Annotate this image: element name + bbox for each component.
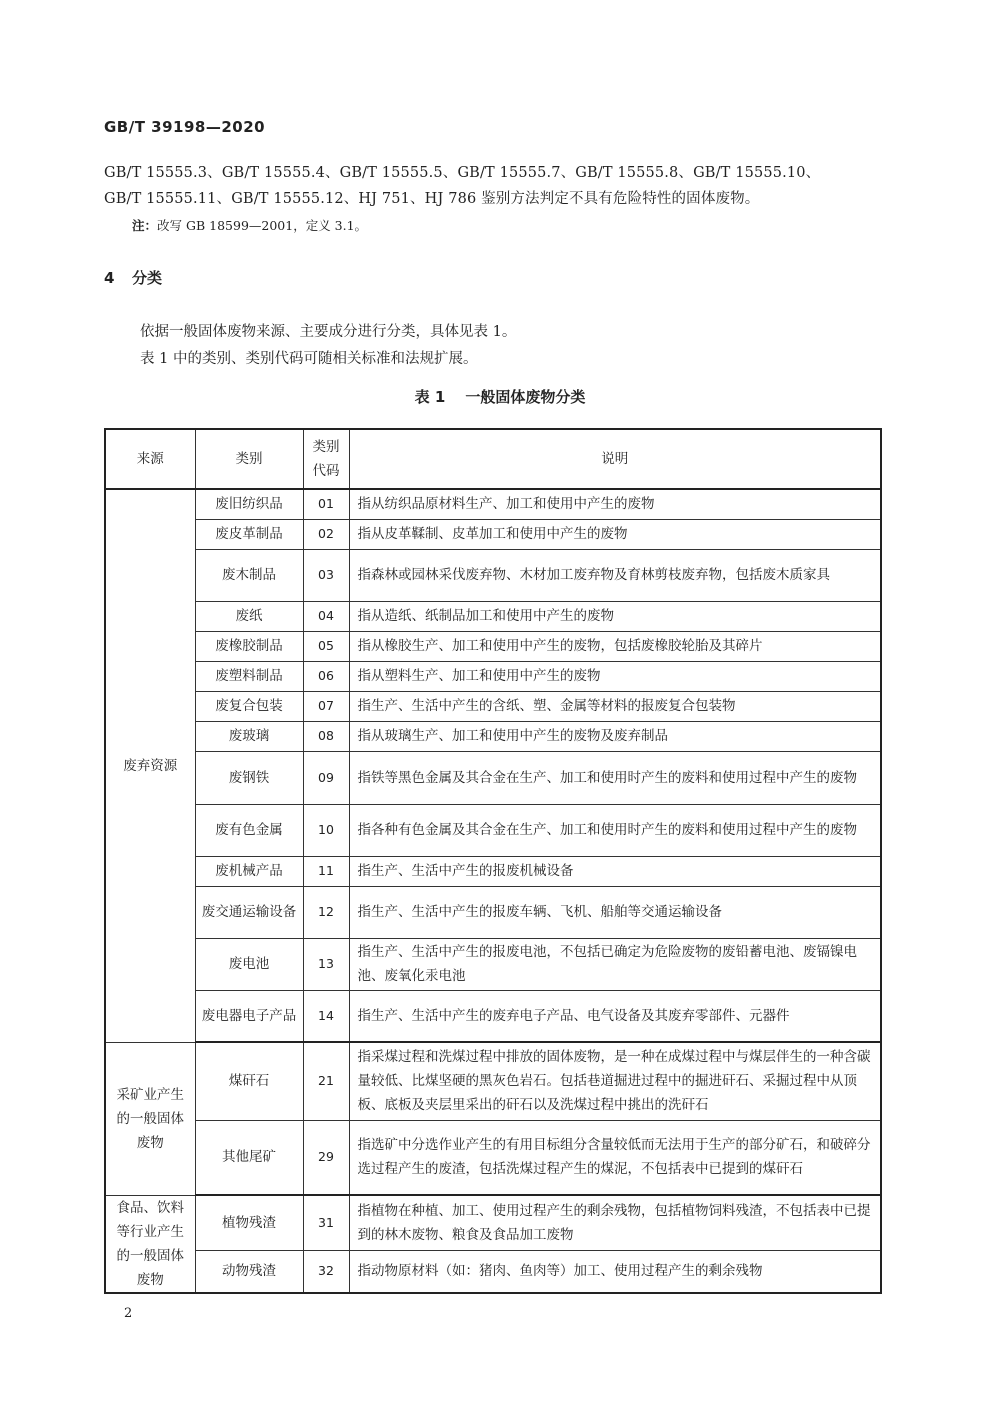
continuation-line: GB/T 15555.3、GB/T 15555.4、GB/T 15555.5、GB/T 15555.7、GB/T 15555.8、GB/T 15555.10、 bbox=[104, 165, 821, 181]
code-cell: 03 bbox=[303, 549, 349, 601]
source-cell: 食品、饮料等行业产生的一般固体废物 bbox=[105, 1195, 195, 1293]
header-code: 类别代码 bbox=[303, 429, 349, 489]
code-cell: 14 bbox=[303, 990, 349, 1042]
table-row bbox=[105, 886, 881, 938]
description-cell: 指生产、生活中产生的报废车辆、飞机、船舶等交通运输设备 bbox=[349, 886, 881, 938]
code-cell: 11 bbox=[303, 856, 349, 886]
category-cell: 废电器电子产品 bbox=[195, 990, 303, 1042]
description-cell: 指森林或园林采伐废弃物、木材加工废弃物及育林剪枝废弃物，包括废木质家具 bbox=[349, 549, 881, 601]
table-row bbox=[105, 1195, 881, 1250]
description-cell: 指选矿中分选作业产生的有用目标组分含量较低而无法用于生产的部分矿石，和破碎分选过程产生的废渣，包括洗煤过程产生的煤泥，不包括表中已提到的煤矸石 bbox=[349, 1120, 881, 1195]
description-cell: 指各种有色金属及其合金在生产、加工和使用时产生的废料和使用过程中产生的废物 bbox=[349, 804, 881, 856]
source-cell: 废弃资源 bbox=[105, 489, 195, 1042]
section-heading bbox=[104, 267, 162, 288]
category-cell: 其他尾矿 bbox=[195, 1120, 303, 1195]
code-cell: 07 bbox=[303, 691, 349, 721]
table-row bbox=[105, 519, 881, 549]
description-cell: 指从皮革鞣制、皮革加工和使用中产生的废物 bbox=[349, 519, 881, 549]
code-cell: 02 bbox=[303, 519, 349, 549]
table-row bbox=[105, 990, 881, 1042]
category-cell: 废钢铁 bbox=[195, 751, 303, 804]
note-label: 注： bbox=[132, 218, 158, 233]
table-row bbox=[105, 804, 881, 856]
table-row bbox=[105, 549, 881, 601]
table-row bbox=[105, 938, 881, 990]
category-cell: 废塑料制品 bbox=[195, 661, 303, 691]
note-text: 改写 GB 18599—2001，定义 3.1。 bbox=[157, 218, 368, 233]
description-cell: 指从造纸、纸制品加工和使用中产生的废物 bbox=[349, 601, 881, 631]
description-cell: 指铁等黑色金属及其合金在生产、加工和使用时产生的废料和使用过程中产生的废物 bbox=[349, 751, 881, 804]
category-cell: 废皮革制品 bbox=[195, 519, 303, 549]
description-cell: 指从纺织品原材料生产、加工和使用中产生的废物 bbox=[349, 489, 881, 519]
table-header-row bbox=[105, 429, 881, 489]
description-cell: 指生产、生活中产生的报废机械设备 bbox=[349, 856, 881, 886]
description-cell: 指生产、生活中产生的含纸、塑、金属等材料的报废复合包装物 bbox=[349, 691, 881, 721]
section-title: 分类 bbox=[132, 269, 163, 287]
header-source: 来源 bbox=[105, 429, 195, 489]
description-cell: 指从玻璃生产、加工和使用中产生的废物及废弃制品 bbox=[349, 721, 881, 751]
category-cell: 植物残渣 bbox=[195, 1195, 303, 1250]
table-caption-title: 一般固体废物分类 bbox=[465, 388, 586, 406]
code-cell: 10 bbox=[303, 804, 349, 856]
paragraph: 依据一般固体废物来源、主要成分进行分类，具体见表 1。 bbox=[140, 324, 517, 340]
description-cell: 指采煤过程和洗煤过程中排放的固体废物，是一种在成煤过程中与煤层伴生的一种含碳量较低、比煤坚硬的黑灰色岩石。包括巷道掘进过程中的掘进矸石、采掘过程中从顶板、底板及夹层里采出的矸石以及洗煤过程中挑出的洗矸石 bbox=[349, 1042, 881, 1120]
standard-number: GB/T 39198—2020 bbox=[104, 118, 266, 136]
continuation-text bbox=[104, 160, 884, 212]
code-cell: 13 bbox=[303, 938, 349, 990]
table-caption bbox=[0, 386, 1000, 407]
table-row bbox=[105, 1250, 881, 1292]
description-cell: 指生产、生活中产生的废弃电子产品、电气设备及其废弃零部件、元器件 bbox=[349, 990, 881, 1042]
note bbox=[132, 216, 367, 234]
description-cell: 指从橡胶生产、加工和使用中产生的废物，包括废橡胶轮胎及其碎片 bbox=[349, 631, 881, 661]
section-number: 4 bbox=[104, 269, 115, 287]
table-row bbox=[105, 661, 881, 691]
code-cell: 04 bbox=[303, 601, 349, 631]
category-cell: 废交通运输设备 bbox=[195, 886, 303, 938]
code-cell: 01 bbox=[303, 489, 349, 519]
description-cell: 指动物原材料（如：猪肉、鱼肉等）加工、使用过程产生的剩余残物 bbox=[349, 1250, 881, 1292]
code-cell: 05 bbox=[303, 631, 349, 661]
code-cell: 08 bbox=[303, 721, 349, 751]
continuation-line: GB/T 15555.11、GB/T 15555.12、HJ 751、HJ 786 鉴别方法判定不具有危险特性的固体废物。 bbox=[104, 191, 760, 207]
category-cell: 废橡胶制品 bbox=[195, 631, 303, 661]
classification-table bbox=[104, 428, 882, 1294]
table-row bbox=[105, 1120, 881, 1195]
category-cell: 废机械产品 bbox=[195, 856, 303, 886]
table-row bbox=[105, 489, 881, 519]
code-cell: 29 bbox=[303, 1120, 349, 1195]
category-cell: 废电池 bbox=[195, 938, 303, 990]
category-cell: 废木制品 bbox=[195, 549, 303, 601]
category-cell: 废有色金属 bbox=[195, 804, 303, 856]
code-cell: 31 bbox=[303, 1195, 349, 1250]
table-row bbox=[105, 601, 881, 631]
code-cell: 32 bbox=[303, 1250, 349, 1292]
table-row bbox=[105, 631, 881, 661]
description-cell: 指生产、生活中产生的报废电池，不包括已确定为危险废物的废铅蓄电池、废镉镍电池、废氧化汞电池 bbox=[349, 938, 881, 990]
category-cell: 废纸 bbox=[195, 601, 303, 631]
table-row bbox=[105, 856, 881, 886]
table-row bbox=[105, 751, 881, 804]
code-cell: 12 bbox=[303, 886, 349, 938]
header-category: 类别 bbox=[195, 429, 303, 489]
page-number: 2 bbox=[124, 1306, 133, 1321]
category-cell: 动物残渣 bbox=[195, 1250, 303, 1292]
category-cell: 废玻璃 bbox=[195, 721, 303, 751]
code-cell: 06 bbox=[303, 661, 349, 691]
category-cell: 煤矸石 bbox=[195, 1042, 303, 1120]
code-cell: 09 bbox=[303, 751, 349, 804]
category-cell: 废复合包装 bbox=[195, 691, 303, 721]
table-caption-number: 表 1 bbox=[414, 388, 446, 406]
table-row bbox=[105, 1042, 881, 1120]
table-row bbox=[105, 721, 881, 751]
description-cell: 指从塑料生产、加工和使用中产生的废物 bbox=[349, 661, 881, 691]
category-cell: 废旧纺织品 bbox=[195, 489, 303, 519]
source-cell: 采矿业产生的一般固体废物 bbox=[105, 1042, 195, 1195]
paragraph: 表 1 中的类别、类别代码可随相关标准和法规扩展。 bbox=[140, 351, 478, 367]
table-row bbox=[105, 691, 881, 721]
header-description: 说明 bbox=[349, 429, 881, 489]
description-cell: 指植物在种植、加工、使用过程产生的剩余残物，包括植物饲料残渣，不包括表中已提到的林木废物、粮食及食品加工废物 bbox=[349, 1195, 881, 1250]
code-cell: 21 bbox=[303, 1042, 349, 1120]
